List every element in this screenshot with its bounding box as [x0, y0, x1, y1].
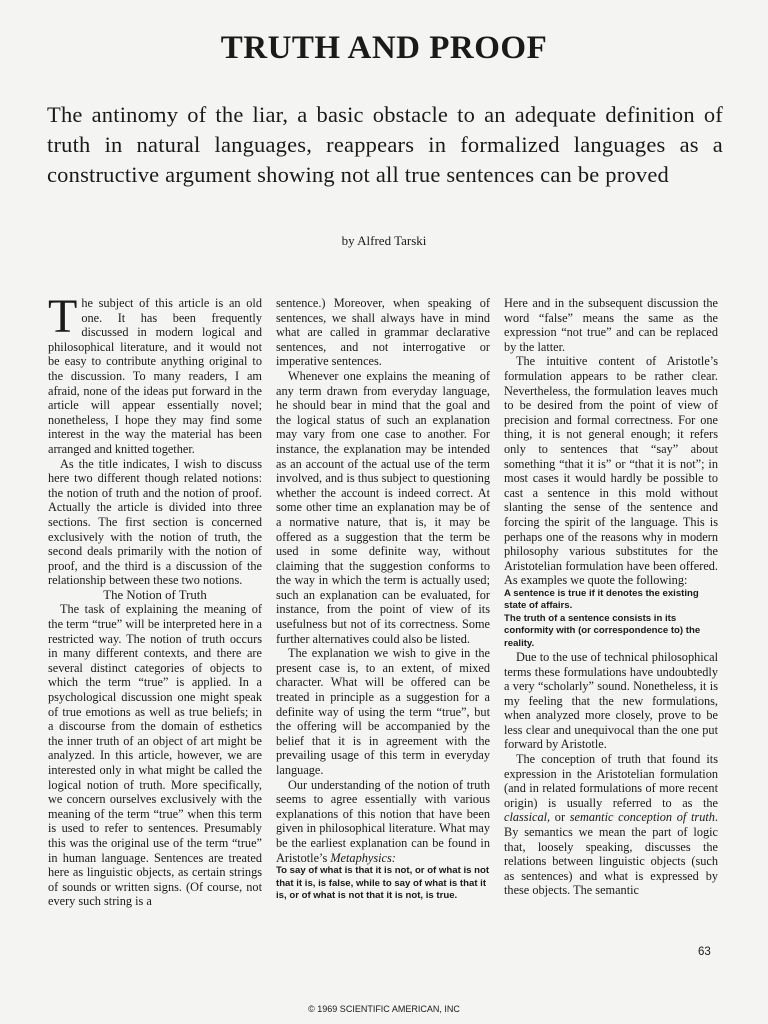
paragraph: Due to the use of technical philosophical terms these formulations have undoubtedly a very “scholarly” sound. Nonetheless, it is my feeling that the new formulations, when analyzed more closely, prove to be less clear and unequivocal than the one put forward by Aristotle. [504, 649, 718, 752]
paragraph [276, 778, 490, 866]
paragraph: The intuitive content of Aristotle’s formulation appears to be rather clear. Nevertheless, the formulation leaves much to be desired from the point of view of precision and formal correctness. For one thing, it is not general enough; it refers only to sentences that “say” about something “that it is” or “that it is not”; in most cases it would hardly be possible to cast a sentence in this mold without slanting the sense of the sentence and forcing the spirit of the language. This is perhaps one of the reasons why in modern philosophy various substitutes for the Aristotelian formulation have been offered. As examples we quote the following: [504, 354, 718, 588]
section-heading: The Notion of Truth [103, 587, 207, 602]
text-column-3 [504, 296, 718, 898]
paragraph: Whenever one explains the meaning of any term drawn from everyday language, he should bear in mind that the goal and the logical status of such an explanation may vary from one case to another. For instance, the explanation may be intended as an account of the actual use of the term involved, and is thus subject to questioning whether the account is indeed correct. At some other time an explanation may be of a normative nature, that is, it may be offered as a suggestion that the term be used in some definite way, without claiming that the suggestion conforms to the way in which the term is actually used; such an explanation can be evaluated, for instance, from the point of view of its usefulness but not of its correctness. Some further alternatives could also be listed. [276, 368, 490, 646]
paragraph: sentence.) Moreover, when speaking of sentences, we shall always have in mind what are called in grammar declarative sentences, and not interrogative or imperative sentences. [276, 296, 490, 369]
article-title: TRUTH AND PROOF [220, 30, 548, 66]
paragraph: Here and in the subsequent discussion the word “false” means the same as the expression “not true” and can be replaced by the latter. [504, 296, 718, 354]
text-column-1 [48, 290, 262, 909]
italic-term: classical [504, 810, 548, 825]
paragraph: The task of explaining the meaning of the term “true” will be interpreted here in a restricted way. The notion of truth occurs in many different contexts, and there are several distinct categories of objects to which the term “true” is applied. In a psychological discussion one might speak of true emotions as well as true beliefs; in a discourse from the domain of esthetics the inner truth of an object of art might be analyzed. In this article, however, we are interested only in what might be called the logical notion of truth. More specifically, we concern ourselves exclusively with the meaning of the term “true” when this term is used to refer to sentences. Presumably this was the original use of the term “true” in human language. Sentences are treated here as linguistic objects, as certain strings of sounds or written signs. (Of course, not every such string is a [48, 602, 262, 909]
paragraph: As the title indicates, I wish to discuss here two different though related notions: the notion of truth and the notion of proof. Actually the article is divided into three sections. The first section is concerned exclusively with the notion of truth, the second deals primarily with the notion of proof, and the third is a discussion of the relationship between these two notions. [48, 456, 262, 588]
drop-cap: T [48, 290, 78, 343]
paragraph [504, 752, 718, 898]
italic-title: Metaphysics: [330, 850, 396, 865]
block-quote-2: The truth of a sentence consists in its conformity with (or correspondence to) the reality. [504, 612, 701, 649]
paragraph [48, 290, 262, 457]
text-column-2 [276, 296, 490, 902]
byline: by Alfred Tarski [341, 233, 427, 248]
paragraph-text: he subject of this article is an old one. It has been frequently discussed in modern logical and philosophical literature, and it would not be easy to contribute anything original to the discussion. To many readers, I am afraid, none of the ideas put forward in the article will appear essentially novel; nonetheless, I hope they may find some interest in the way the material has been arranged and knitted together. [48, 296, 262, 456]
page-number: 63 [698, 946, 711, 958]
article-deck: The antinomy of the liar, a basic obstacle to an adequate definition of truth in natural languages, reappears in formalized languages as a constructive argument showing not all true sentences can be proved [47, 102, 723, 187]
paragraph-text: . By semantics we mean the part of logic that, loosely speaking, discusses the relations between linguistic objects (such as sentences) and what is expressed by these objects. The semantic [504, 810, 718, 898]
aristotle-quote: To say of what is that it is not, or of what is not that it is, is false, while to say of what is that it is, or of what is not that it is not, is true. [276, 865, 490, 901]
paragraph: The explanation we wish to give in the present case is, to an extent, of mixed character. What will be offered can be treated in principle as a suggestion for a definite way of using the term “true”, but the offering will be accompanied by the belief that it is in agreement with the prevailing usage of this term in everyday language. [276, 646, 490, 777]
block-quote-1: A sentence is true if it denotes the existing state of affairs. [504, 587, 699, 612]
copyright-notice: © 1969 SCIENTIFIC AMERICAN, INC [308, 1004, 460, 1014]
italic-term: semantic conception of truth [569, 810, 715, 825]
paragraph-text: , or [547, 810, 570, 825]
paragraph-text: Our understanding of the notion of truth seems to agree essentially with various explanations of this notion that have been given in philosophical literature. What may be the earliest explanation can be found in Aristotle’s [276, 777, 490, 865]
paragraph-text: The conception of truth that found its expression in the Aristotelian formulation (and in related formulations of more recent origin) is usually referred to as the [504, 752, 718, 810]
